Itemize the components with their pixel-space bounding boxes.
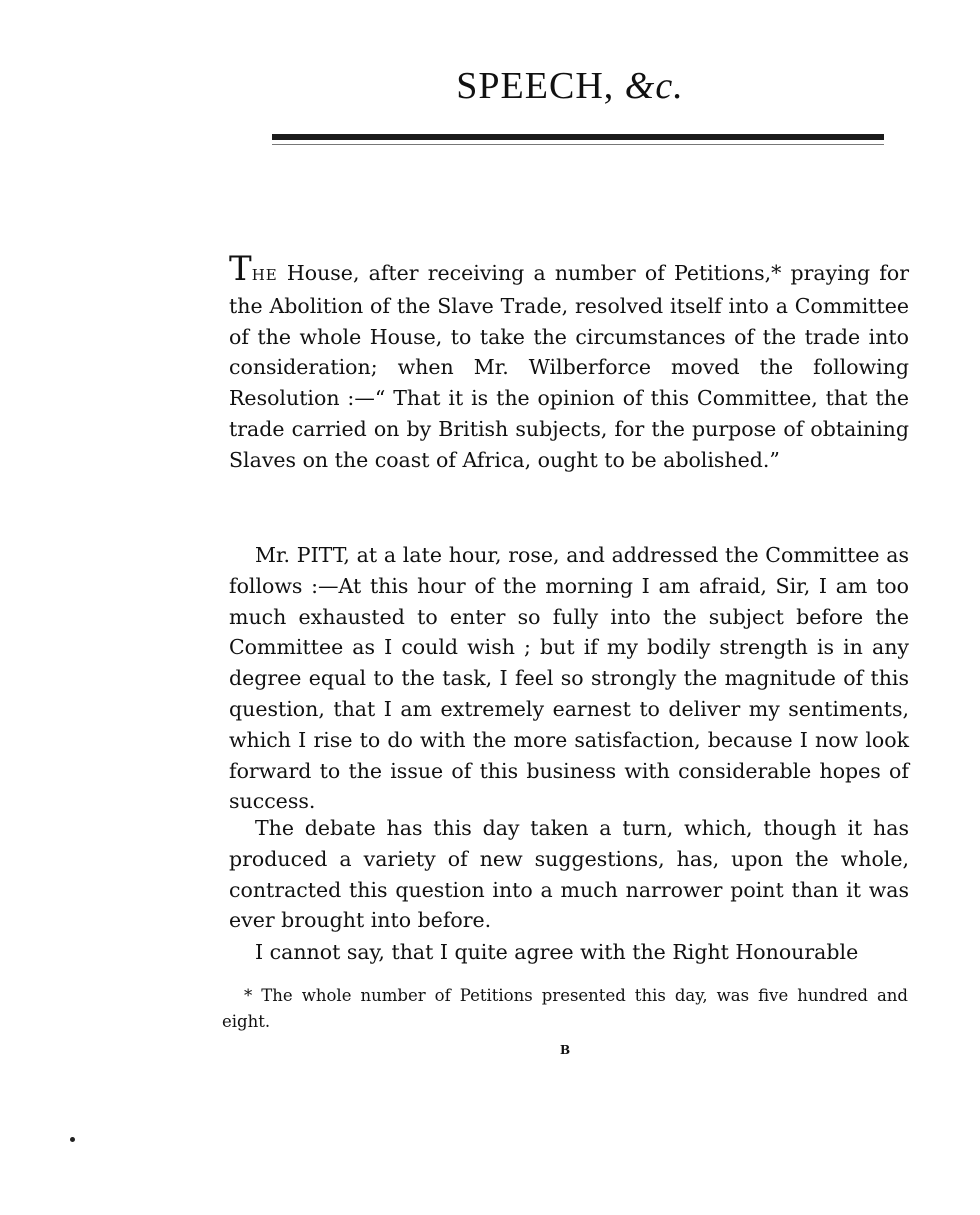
paragraph-intro [229,249,909,476]
title-suffix: &c. [624,65,684,107]
small-caps-opening: HE [251,266,278,284]
paper-speck [70,1137,75,1142]
paragraph-debate-turn: The debate has this day taken a turn, which, though it has produced a variety of new suggestions, has, upon the whole, contracted this question into a much narrower point than it was ever brought into before. [229,816,909,933]
title-text: SPEECH, [456,65,615,107]
page-title [0,64,980,108]
title-rule [272,134,884,140]
signature-mark: B [560,1043,571,1057]
paragraph-continuation: I cannot say, that I quite agree with the Right Honourable [255,940,859,964]
footnote: * The whole number of Petitions presented this day, was five hundred and eight. [222,986,908,1031]
paragraph-pitt-opening: Mr. PITT, at a late hour, rose, and addressed the Committee as follows :—At this hour of the morning I am afraid, Sir, I am too much exhausted to enter so fully into the subject before the Committee as I could wish ; but if my bodily strength is in any degree equal to the task, I feel so strongly the magnitude of this question, that I am extremely earnest to deliver my sentiments, which I rise to do with the more satisfaction, because I now look forward to the issue of this business with considerable hopes of success. [229,543,909,814]
paragraph-intro-text: House, after receiving a number of Petitions,* praying for the Abolition of the Slave Trade, resolved itself into a Committee of the whole House, to take the circumstances of the trade into consideration; when Mr. Wilberforce moved the following Resolution :—“ That it is the opinion of this Committee, that the trade carried on by British subjects, for the purpose of obtaining Slaves on the coast of Africa, ought to be abolished.” [229,261,909,472]
drop-cap: T [229,249,252,289]
title-rule-thin [272,144,884,145]
